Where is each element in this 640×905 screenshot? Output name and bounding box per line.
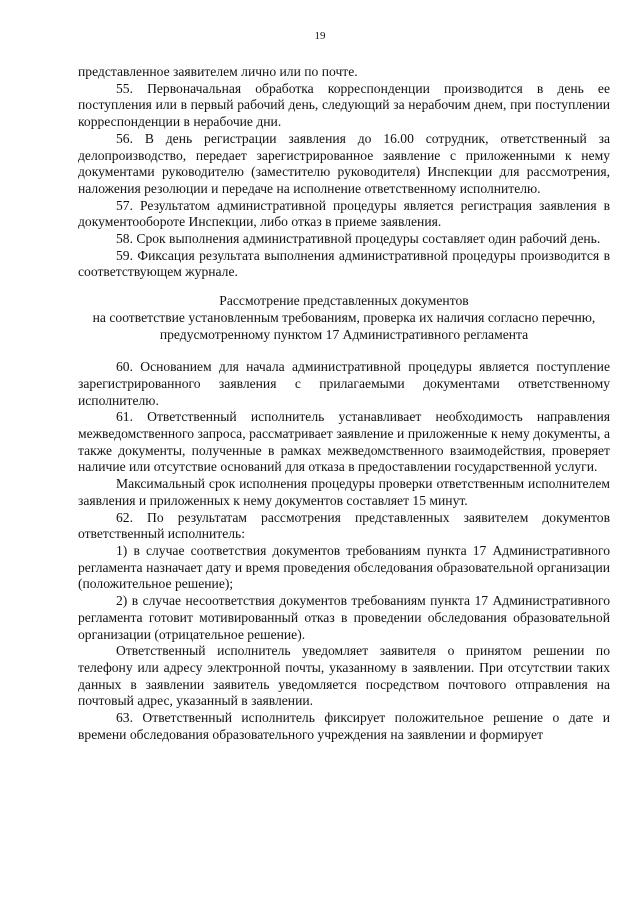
paragraph-56: 56. В день регистрации заявления до 16.00 сотрудник, ответственный за делопроизводство, передает зарегистрированное заявление с приложенными к нему документами руководителю (заместителю руководителя) Инспекции для рассмотрения, наложения резолюции и передаче на исполнение ответственному исполнителю. [78,130,610,196]
paragraph-62: 62. По результатам рассмотрения представленных заявителем документов ответственный исполнитель: [78,509,610,542]
paragraph-max-term: Максимальный срок исполнения процедуры проверки ответственным исполнителем заявления и приложенных к нему документов составляет 15 минут. [78,476,610,508]
section-heading-line-1: Рассмотрение представленных документов [219,293,469,309]
paragraph-notification: Ответственный исполнитель уведомляет заявителя о принятом решении по телефону или адресу электронной почты, указанному в заявлении. При отсутствии таких данных в заявлении заявитель уведомляется посредством почтового отправления на почтовый адрес, указанный в заявлении. [78,643,610,709]
paragraph-55: 55. Первоначальная обработка корреспонденции производится в день ее поступления или в первый рабочий день, следующий за нерабочим днем, при поступлении корреспонденции в нерабочие дни. [78,80,610,130]
section-heading [78,293,610,343]
paragraph-60: 60. Основанием для начала административной процедуры является поступление зарегистрированного заявления с прилагаемыми документами ответственному исполнителю. [78,359,610,408]
paragraph-59: 59. Фиксация результата выполнения административной процедуры производится в соответствующем журнале. [78,247,610,280]
paragraph-61: 61. Ответственный исполнитель устанавливает необходимость направления межведомственного запроса, рассматривает заявление и приложенные к нему документы, а также документы, полученные в рамках межведомственного взаимодействия, проверяет наличие или отсутствие оснований для отказа в предоставлении государственной услуги. [78,409,610,475]
paragraph-continuation: представленное заявителем лично или по почте. [78,64,358,79]
document-body [78,64,610,743]
paragraph-63: 63. Ответственный исполнитель фиксирует положительное решение о дате и времени обследования образовательного учреждения на заявлении и формирует [78,710,610,742]
paragraph-57: 57. Результатом административной процедуры является регистрация заявления в документообороте Инспекции, либо отказ в приеме заявления. [78,197,610,230]
paragraph-58: 58. Срок выполнения административной процедуры составляет один рабочий день. [116,231,601,247]
list-item-1: 1) в случае соответствия документов требованиям пункта 17 Административного регламента назначает дату и время проведения обследования образовательной организации (положительное решение); [78,542,610,592]
page-number: 19 [314,30,326,42]
section-heading-line-2: на соответствие установленным требованиям, проверка их наличия согласно перечню, предусмотренному пунктом 17 Административного регламента [92,309,596,342]
list-item-2: 2) в случае несоответствия документов требованиям пункта 17 Административного регламента готовит мотивированный отказ в проведении обследования образовательной организации (отрицательное решение). [78,593,610,642]
